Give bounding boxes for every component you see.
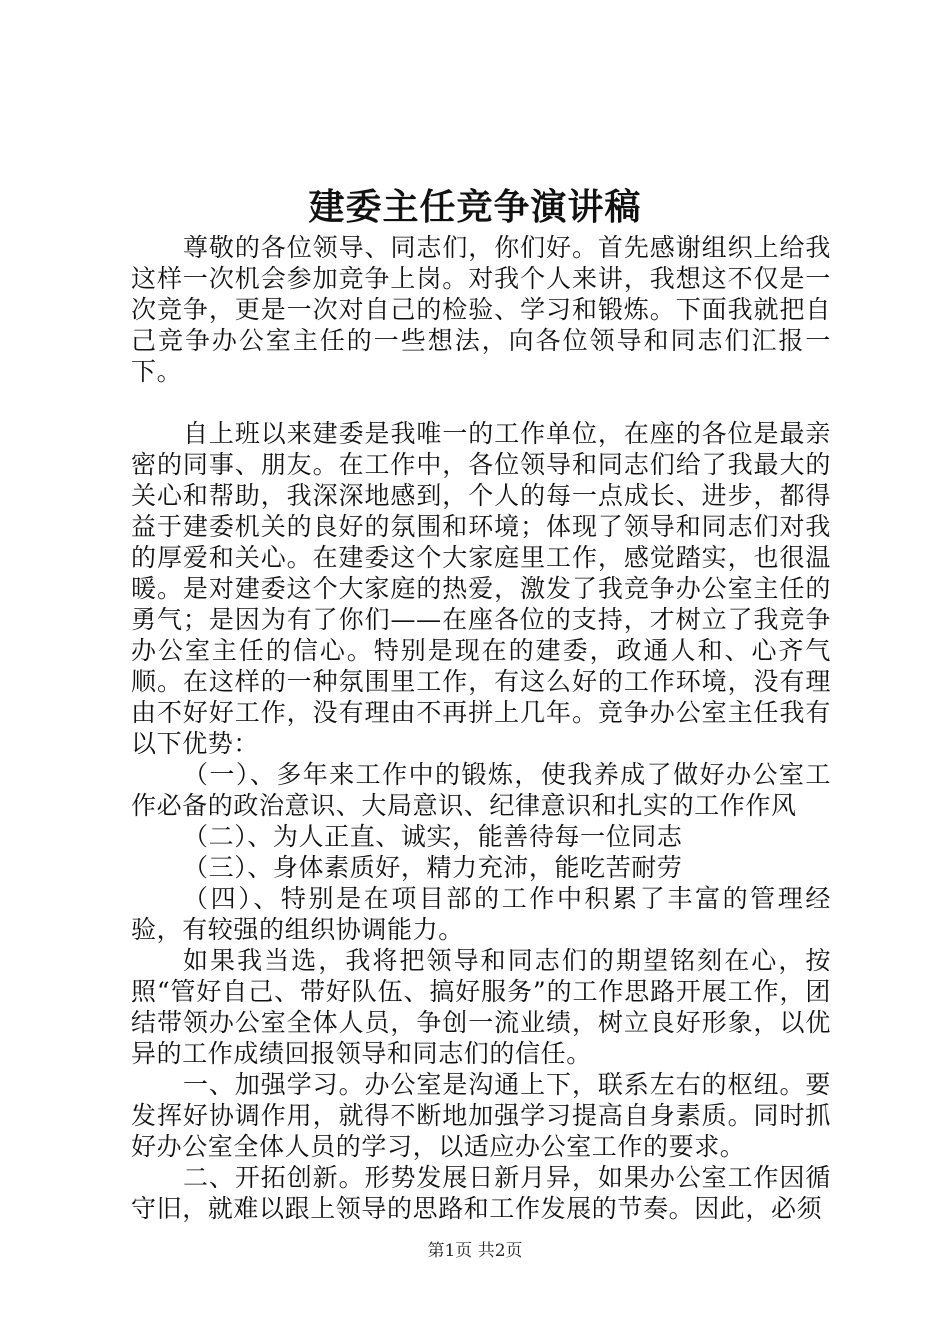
paragraph-greeting: 尊敬的各位领导、同志们，你们好。首先感谢组织上给我这样一次机会参加竞争上岗。对我个人来讲，我想这不仅是一次竞争，更是一次对自己的检验、学习和锻炼。下面我就把自己竞争办公室主任的一些想法，向各位领导和同志们汇报一下。: [131, 233, 831, 386]
paragraph-point-2: 二、开拓创新。形势发展日新月异，如果办公室工作因循守旧，就难以跟上领导的思路和工作发展的节奏。因此，必须: [131, 1163, 831, 1223]
paragraph-advantage-2: （二）、为人正直、诚实，能善待每一位同志: [183, 822, 683, 851]
paragraph-advantage-1: （一）、多年来工作中的锻炼，使我养成了做好办公室工作必备的政治意识、大局意识、纪律意识和扎实的工作作风: [131, 760, 831, 820]
paragraph-advantage-4: （四）、特别是在项目部的工作中积累了丰富的管理经验，有较强的组织协调能力。: [131, 884, 831, 944]
page-footer: 第1页 共2页: [427, 1241, 523, 1261]
paragraph-advantage-3: （三）、身体素质好，精力充沛，能吃苦耐劳: [183, 853, 683, 882]
document-body: [131, 232, 831, 1224]
paragraph-plan: 如果我当选，我将把领导和同志们的期望铭刻在心，按照“管好自己、带好队伍、搞好服务”的工作思路开展工作，团结带领办公室全体人员，争创一流业绩，树立良好形象，以优异的工作成绩回报领导和同志们的信任。: [131, 946, 831, 1068]
document-title: 建委主任竞争演讲稿: [308, 186, 642, 228]
paragraph-point-1: 一、加强学习。办公室是沟通上下，联系左右的枢纽。要发挥好协调作用，就得不断地加强学习提高自身素质。同时抓好办公室全体人员的学习，以适应办公室工作的要求。: [131, 1070, 831, 1161]
paragraph-background: 自上班以来建委是我唯一的工作单位，在座的各位是最亲密的同事、朋友。在工作中，各位领导和同志们给了我最大的关心和帮助，我深深地感到，个人的每一点成长、进步，都得益于建委机关的良好的氛围和环境；体现了领导和同志们对我的厚爱和关心。在建委这个大家庭里工作，感觉踏实，也很温暖。是对建委这个大家庭的热爱，激发了我竞争办公室主任的勇气；是因为有了你们——在座各位的支持，才树立了我竞争办公室主任的信心。特别是现在的建委，政通人和、心齐气顺。在这样的一种氛围里工作，有这么好的工作环境，没有理由不好好工作，没有理由不再拼上几年。竞争办公室主任我有以下优势：: [131, 419, 831, 758]
